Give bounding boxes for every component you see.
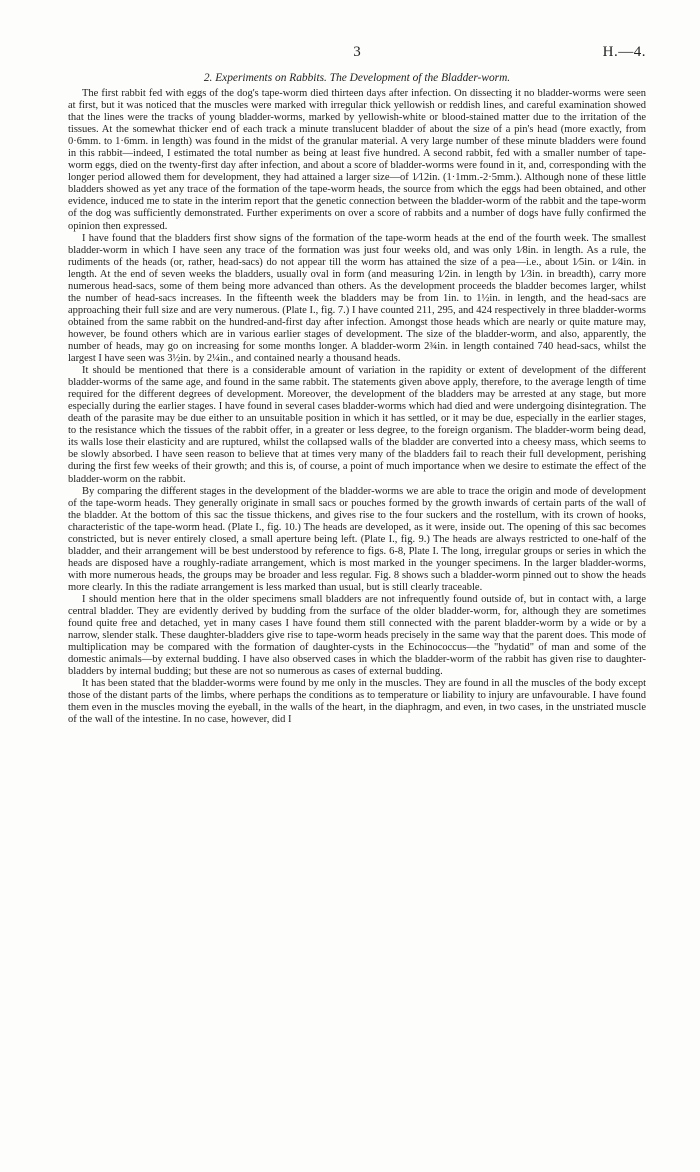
paragraph: I should mention here that in the older specimens small bladders are not infrequently found outside of, but in contact with, a large central bladder. They are evidently derived by budding from the surface of the older bladder-worm, for, although they are sometimes found quite free and detached, yet in many cases I have found them still connected with the parent bladder-worm by a wide or by a narrow, slender stalk. These daughter-bladders give rise to tape-worm heads precisely in the same way that the parent does. This mode of multiplication may be compared with the formation of daughter-cysts in the Echinococcus—the "hydatid" of man and some of the domestic animals—by external budding. I have also observed cases in which the bladder-worm of the rabbit has given rise to daughter-bladders by internal budding; but these are not so numerous as cases of external budding. [68,593,646,678]
paragraph: I have found that the bladders first show signs of the formation of the tape-worm heads at the end of the fourth week. The smallest bladder-worm in which I have seen any trace of the formation was just four weeks old, and was only 1⁄8in. in length. As a rule, the rudiments of the heads (or, rather, head-sacs) do not appear till the worm has attained the size of a pea—i.e., about 1⁄5in. or 1⁄4in. in length. At the end of seven weeks the bladders, usually oval in form (and measuring 1⁄2in. in length by 1⁄3in. in breadth), carry more numerous head-sacs, some of them being more advanced than others. As the development proceeds the bladder becomes larger, whilst the number of head-sacs increases. In the fifteenth week the bladders may be from 1in. to 1½in. in length, and the head-sacs are approaching their full size and are very numerous. (Plate I., fig. 7.) I have counted 211, 295, and 424 respectively in three bladder-worms obtained from the same rabbit on the hundred-and-first day after infection. Amongst those heads which are nearly or quite mature may, however, be found others which are in various earlier stages of development. The size of the bladder-worm, and also, apparently, the number of heads, may go on increasing for some months longer. A bladder-worm 2¾in. in length contained 740 head-sacs, whilst the largest I have seen was 3½in. by 2¼in., and contained nearly a thousand heads. [68,232,646,365]
paragraph: By comparing the different stages in the development of the bladder-worms we are able to trace the origin and mode of development of the tape-worm heads. They generally originate in small sacs or pouches formed by the growth inwards of certain parts of the wall of the bladder. At the bottom of this sac the tissue thickens, and gives rise to the four suckers and the rostellum, with its crown of hooks, characteristic of the tape-worm head. (Plate I., fig. 10.) The heads are developed, as it were, inside out. The opening of this sac becomes constricted, but is never entirely closed, a small aperture being left. (Plate I., fig. 9.) The heads are always restricted to one-half of the bladder, and their arrangement will be best understood by reference to figs. 6-8, Plate I. The long, irregular groups or series in which the heads are disposed have a roughly-radiate arrangement, which is most marked in the younger specimens. In the larger bladder-worms, with more numerous heads, the groups may be broader and less regular. Fig. 8 shows such a bladder-worm pinned out to show the heads more clearly. In this the radiate arrangement is less marked than usual, but is still clearly traceable. [68,485,646,593]
page-header [68,44,646,66]
section-title: 2. Experiments on Rabbits. The Development of the Bladder-worm. [203,72,511,84]
body-text [68,88,646,726]
paragraph: It should be mentioned that there is a considerable amount of variation in the rapidity or extent of development of the different bladder-worms of the same age, and found in the same rabbit. The statements given above apply, therefore, to the average length of time required for the different degrees of development. Moreover, the development of the bladders may be arrested at any stage, but more especially during the earlier stages. I have found in several cases bladder-worms which had died and were undergoing disintegration. The death of the parasite may be due either to an unsuitable position in which it has settled, or it may be due, especially in the earlier stages, to the resistance which the tissues of the rabbit offer, in a greater or less degree, to the foreign organism. The bladder-worm being dead, its walls lose their elasticity and are ruptured, whilst the collapsed walls of the bladder are converted into a cheesy mass, which seems to be slowly absorbed. I have seen reason to believe that at times very many of the bladders fail to reach their full development, perishing during the first few weeks of their growth; and this is, of course, a point of much importance when we desire to estimate the effect of the bladder-worm on the rabbit. [68,365,646,485]
page-number: 3 [353,44,361,60]
document-reference: H.—4. [602,44,646,60]
paragraph: The first rabbit fed with eggs of the dog's tape-worm died thirteen days after infection. On dissecting it no bladder-worms were seen at first, but it was noticed that the muscles were marked with irregular thick yellowish or reddish lines, and careful examination showed that the lines were the tracks of young bladder-worms, marked by yellowish-white or blood-stained matter due to the irritation of the tissues. At the somewhat thicker end of each track a minute translucent bladder of about the size of a pin's head (more exactly, from 0·6mm. to 1·6mm. in length) was found in the midst of the granular material. A very large number of these minute bladders were found in this rabbit—indeed, I estimated the total number as being at least five hundred. A second rabbit, fed with a smaller number of tape-worm eggs, died on the twenty-first day after infection, and about a score of bladder-worms were found in it, and, corresponding with the longer period allowed them for development, they had attained a larger size—of 1⁄12in. (1·1mm.-2·5mm.). Although none of these little bladders showed as yet any trace of the formation of the tape-worm heads, the source from which the eggs had been obtained, and other evidence, induced me to state in the interim report that the genetic connection between the bladder-worm of the rabbit and the tape-worm of the dog was sufficiently demonstrated. Further experiments on over a score of rabbits and a number of dogs have fully confirmed the opinion then expressed. [68,88,646,232]
paragraph: It has been stated that the bladder-worms were found by me only in the muscles. They are found in all the muscles of the body except those of the distant parts of the limbs, where perhaps the conditions as to temperature or liability to injury are unfavourable. I have found them even in the muscles moving the eyeball, in the walls of the heart, in the diaphragm, and even, in two cases, in the unstriated muscle of the wall of the intestine. In no case, however, did I [68,678,646,726]
